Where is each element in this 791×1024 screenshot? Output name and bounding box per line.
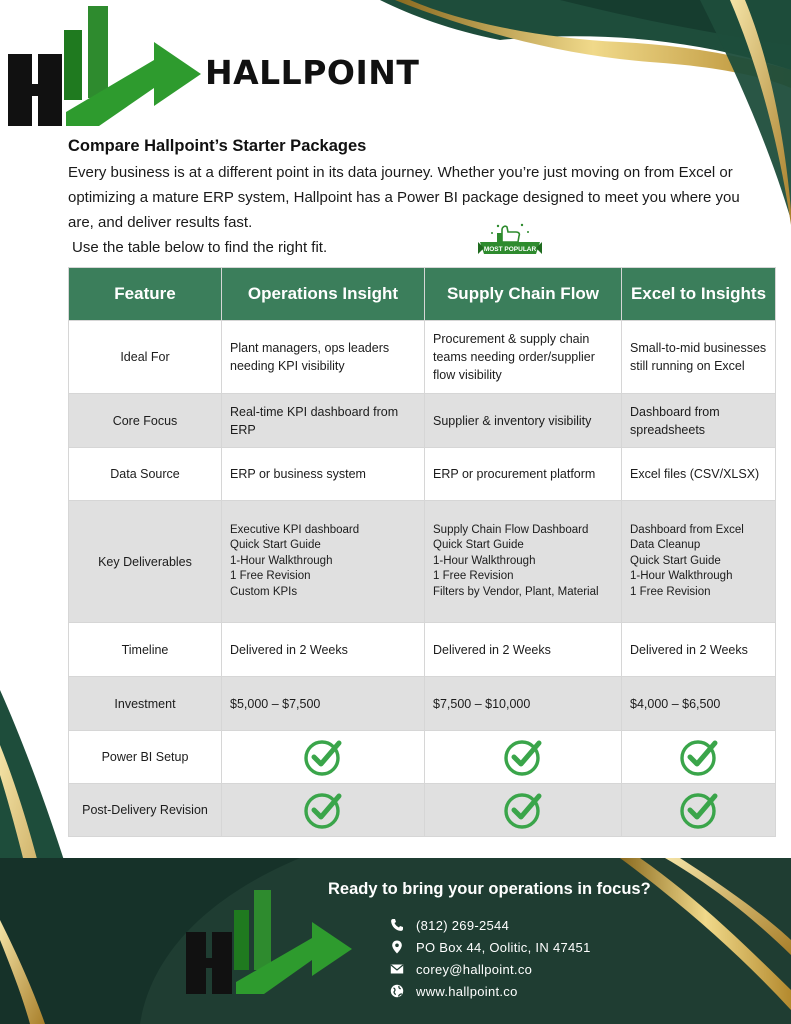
contact-text: (812) 269-2544	[416, 917, 510, 933]
table-cell	[425, 501, 622, 623]
table-cell: ERP or procurement platform	[425, 448, 622, 501]
badge-label: MOST POPULAR	[483, 246, 537, 253]
table-row	[69, 623, 776, 677]
header-operations-insight: Operations Insight	[222, 268, 425, 321]
contact-list	[390, 914, 591, 1002]
deliverable-item: 1 Free Revision	[433, 570, 514, 583]
intro-hint: Use the table below to find the right fit.	[72, 239, 328, 256]
table-cell: Supplier & inventory visibility	[425, 394, 622, 448]
brand-name: HALLPOINT	[205, 53, 420, 92]
header-feature: Feature	[69, 268, 222, 321]
table-cell: $4,000 – $6,500	[622, 677, 776, 731]
contact-text: corey@hallpoint.co	[416, 961, 533, 977]
deliverable-item: Quick Start Guide	[630, 554, 721, 567]
row-label: Timeline	[69, 623, 222, 677]
deliverable-item: Custom KPIs	[230, 585, 298, 598]
table-cell: ERP or business system	[222, 448, 425, 501]
table-cell	[425, 731, 622, 784]
row-label: Data Source	[69, 448, 222, 501]
deliverable-item: Supply Chain Flow Dashboard	[433, 523, 589, 536]
contact-email[interactable]	[390, 958, 591, 980]
deliverable-item: 1 Free Revision	[630, 585, 711, 598]
table-row	[69, 784, 776, 837]
table-cell	[622, 501, 776, 623]
deliverable-item: Filters by Vendor, Plant, Material	[433, 585, 599, 598]
table-cell: Delivered in 2 Weeks	[222, 623, 425, 677]
deliverable-item: Quick Start Guide	[433, 539, 524, 552]
table-cell	[425, 784, 622, 837]
deliverables-list	[433, 523, 613, 601]
table-cell: Delivered in 2 Weeks	[425, 623, 622, 677]
deliverable-item: 1 Free Revision	[230, 570, 311, 583]
table-row	[69, 501, 776, 623]
hallpoint-logo	[4, 2, 204, 128]
table-cell: $5,000 – $7,500	[222, 677, 425, 731]
deliverable-item: Dashboard from Excel	[630, 523, 744, 536]
contact-text: PO Box 44, Oolitic, IN 47451	[416, 939, 591, 955]
header-supply-chain-flow: Supply Chain Flow	[425, 268, 622, 321]
globe-icon	[390, 984, 404, 998]
envelope-icon	[390, 962, 404, 976]
table-cell: Small-to-mid businesses still running on Excel	[622, 321, 776, 394]
footer-title: Ready to bring your operations in focus?	[328, 880, 651, 898]
table-cell: Excel files (CSV/XLSX)	[622, 448, 776, 501]
deliverables-list	[630, 523, 767, 601]
table-cell: Real-time KPI dashboard from ERP	[222, 394, 425, 448]
hallpoint-footer-logo	[182, 886, 354, 996]
thumbs-up-icon	[478, 220, 542, 264]
table-row	[69, 677, 776, 731]
table-row	[69, 394, 776, 448]
location-pin-icon	[390, 940, 404, 954]
table-cell: Plant managers, ops leaders needing KPI visibility	[222, 321, 425, 394]
table-cell	[222, 784, 425, 837]
table-row	[69, 731, 776, 784]
comparison-table	[68, 267, 776, 837]
table-cell	[222, 501, 425, 623]
table-cell: Procurement & supply chain teams needing order/supplier flow visibility	[425, 321, 622, 394]
phone-icon	[390, 918, 404, 932]
table-cell: $7,500 – $10,000	[425, 677, 622, 731]
row-label: Ideal For	[69, 321, 222, 394]
table-row	[69, 321, 776, 394]
table-cell	[222, 731, 425, 784]
row-label: Post-Delivery Revision	[69, 784, 222, 837]
deliverable-item: 1-Hour Walkthrough	[230, 554, 333, 567]
table-cell	[622, 731, 776, 784]
row-label: Investment	[69, 677, 222, 731]
table-row	[69, 448, 776, 501]
check-icon	[303, 737, 343, 777]
deliverable-item: Executive KPI dashboard	[230, 523, 360, 536]
check-icon	[679, 737, 719, 777]
table-cell	[622, 784, 776, 837]
check-icon	[303, 790, 343, 830]
deliverable-item: Data Cleanup	[630, 539, 701, 552]
row-label: Key Deliverables	[69, 501, 222, 623]
table-header-row	[69, 268, 776, 321]
contact-address[interactable]	[390, 936, 591, 958]
deliverable-item: 1-Hour Walkthrough	[630, 570, 733, 583]
check-icon	[503, 737, 543, 777]
row-label: Core Focus	[69, 394, 222, 448]
check-icon	[679, 790, 719, 830]
page-title: Compare Hallpoint’s Starter Packages	[68, 137, 367, 155]
table-cell: Delivered in 2 Weeks	[622, 623, 776, 677]
check-icon	[503, 790, 543, 830]
deliverables-list	[230, 523, 416, 601]
intro-body: Every business is at a different point in its data journey. Whether you’re just moving on from Excel or optimizing a mature ERP system, Hallpoint has a Power BI package designed to meet you where you are, and deliver results fast.	[68, 164, 740, 231]
most-popular-badge	[478, 220, 542, 264]
row-label: Power BI Setup	[69, 731, 222, 784]
table-cell: Dashboard from spreadsheets	[622, 394, 776, 448]
header-excel-to-insights: Excel to Insights	[622, 268, 776, 321]
intro-section	[68, 137, 758, 260]
contact-phone[interactable]	[390, 914, 591, 936]
deliverable-item: Quick Start Guide	[230, 539, 321, 552]
contact-text: www.hallpoint.co	[416, 983, 518, 999]
contact-website[interactable]	[390, 980, 591, 1002]
deliverable-item: 1-Hour Walkthrough	[433, 554, 536, 567]
